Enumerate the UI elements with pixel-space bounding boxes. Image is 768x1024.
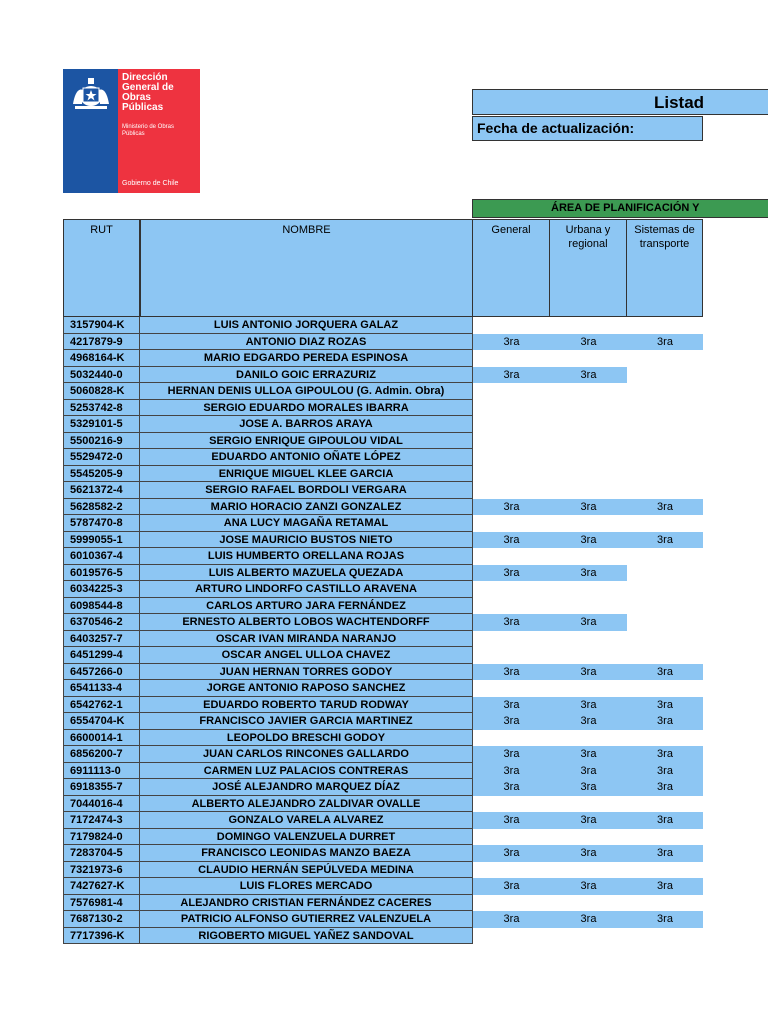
rut-cell: 7172474-3 <box>63 812 140 829</box>
name-cell: JOSÉ ALEJANDRO MARQUEZ DÍAZ <box>140 779 473 796</box>
general-cell: 3ra <box>473 911 550 928</box>
rut-cell: 5529472-0 <box>63 449 140 466</box>
sistemas-cell <box>627 928 703 945</box>
sistemas-cell <box>627 400 703 417</box>
urbana-cell: 3ra <box>550 367 627 384</box>
sistemas-cell <box>627 862 703 879</box>
rut-cell: 5253742-8 <box>63 400 140 417</box>
column-header-rut: RUT <box>63 219 140 317</box>
name-cell: EDUARDO ROBERTO TARUD RODWAY <box>140 697 473 714</box>
sistemas-cell <box>627 433 703 450</box>
name-cell: ALEJANDRO CRISTIAN FERNÁNDEZ CACERES <box>140 895 473 912</box>
rut-cell: 5999055-1 <box>63 532 140 549</box>
sistemas-cell <box>627 383 703 400</box>
rut-cell: 6911113-0 <box>63 763 140 780</box>
name-cell: JORGE ANTONIO RAPOSO SANCHEZ <box>140 680 473 697</box>
urbana-cell: 3ra <box>550 812 627 829</box>
rut-cell: 3157904-K <box>63 317 140 334</box>
rut-cell: 6554704-K <box>63 713 140 730</box>
logo-red-panel <box>118 69 200 193</box>
sistemas-cell: 3ra <box>627 845 703 862</box>
name-cell: ARTURO LINDORFO CASTILLO ARAVENA <box>140 581 473 598</box>
general-cell <box>473 350 550 367</box>
general-cell <box>473 796 550 813</box>
name-cell: JOSE A. BARROS ARAYA <box>140 416 473 433</box>
sistemas-cell: 3ra <box>627 532 703 549</box>
sistemas-cell <box>627 565 703 582</box>
general-cell: 3ra <box>473 697 550 714</box>
sistemas-cell <box>627 647 703 664</box>
rut-cell: 5329101-5 <box>63 416 140 433</box>
sistemas-cell <box>627 680 703 697</box>
urbana-cell <box>550 515 627 532</box>
rut-cell: 4968164-K <box>63 350 140 367</box>
sistemas-cell: 3ra <box>627 499 703 516</box>
area-header-bar <box>472 199 768 218</box>
rut-cell: 6918355-7 <box>63 779 140 796</box>
name-cell: HERNAN DENIS ULLOA GIPOULOU (G. Admin. Obra) <box>140 383 473 400</box>
sistemas-cell <box>627 548 703 565</box>
name-cell: MARIO HORACIO ZANZI GONZALEZ <box>140 499 473 516</box>
urbana-cell <box>550 895 627 912</box>
column-header-nombre: NOMBRE <box>140 219 473 317</box>
name-cell: SERGIO EDUARDO MORALES IBARRA <box>140 400 473 417</box>
name-cell: ERNESTO ALBERTO LOBOS WACHTENDORFF <box>140 614 473 631</box>
rut-cell: 6010367-4 <box>63 548 140 565</box>
rut-cell: 7687130-2 <box>63 911 140 928</box>
urbana-cell: 3ra <box>550 664 627 681</box>
name-cell: OSCAR IVAN MIRANDA NARANJO <box>140 631 473 648</box>
name-cell: CARLOS ARTURO JARA FERNÁNDEZ <box>140 598 473 615</box>
sistemas-cell <box>627 515 703 532</box>
general-cell <box>473 928 550 945</box>
name-cell: CLAUDIO HERNÁN SEPÚLVEDA MEDINA <box>140 862 473 879</box>
name-cell: LUIS FLORES MERCADO <box>140 878 473 895</box>
general-cell: 3ra <box>473 746 550 763</box>
sistemas-cell <box>627 796 703 813</box>
urbana-cell: 3ra <box>550 532 627 549</box>
name-cell: JUAN CARLOS RINCONES GALLARDO <box>140 746 473 763</box>
urbana-cell: 3ra <box>550 614 627 631</box>
general-cell <box>473 895 550 912</box>
rut-cell: 7576981-4 <box>63 895 140 912</box>
sistemas-cell <box>627 416 703 433</box>
general-cell <box>473 433 550 450</box>
sistemas-cell: 3ra <box>627 334 703 351</box>
urbana-cell <box>550 829 627 846</box>
name-cell: SERGIO RAFAEL BORDOLI VERGARA <box>140 482 473 499</box>
general-cell: 3ra <box>473 779 550 796</box>
name-cell: CARMEN LUZ PALACIOS CONTRERAS <box>140 763 473 780</box>
general-cell <box>473 482 550 499</box>
sistemas-cell: 3ra <box>627 812 703 829</box>
column-header-general: General <box>473 219 550 317</box>
rut-cell: 5787470-8 <box>63 515 140 532</box>
sistemas-cell: 3ra <box>627 763 703 780</box>
rut-cell: 5545205-9 <box>63 466 140 483</box>
name-cell: GONZALO VARELA ALVAREZ <box>140 812 473 829</box>
urbana-cell <box>550 581 627 598</box>
name-cell: DOMINGO VALENZUELA DURRET <box>140 829 473 846</box>
general-cell <box>473 680 550 697</box>
general-cell <box>473 383 550 400</box>
rut-cell: 6856200-7 <box>63 746 140 763</box>
sistemas-cell <box>627 895 703 912</box>
general-cell <box>473 449 550 466</box>
urbana-cell: 3ra <box>550 845 627 862</box>
rut-cell: 6541133-4 <box>63 680 140 697</box>
urbana-cell <box>550 383 627 400</box>
update-date-label: Fecha de actualización: <box>477 120 635 136</box>
sistemas-cell: 3ra <box>627 664 703 681</box>
urbana-cell <box>550 482 627 499</box>
urbana-cell <box>550 631 627 648</box>
logo-subtitle: Ministerio de Obras Públicas <box>122 124 175 137</box>
urbana-cell: 3ra <box>550 779 627 796</box>
name-cell: ANA LUCY MAGAÑA RETAMAL <box>140 515 473 532</box>
rut-cell: 5032440-0 <box>63 367 140 384</box>
sistemas-cell <box>627 829 703 846</box>
general-cell: 3ra <box>473 713 550 730</box>
general-cell <box>473 515 550 532</box>
name-cell: ANTONIO DIAZ ROZAS <box>140 334 473 351</box>
general-cell: 3ra <box>473 878 550 895</box>
document-title-bar <box>472 89 768 115</box>
name-cell: JOSE MAURICIO BUSTOS NIETO <box>140 532 473 549</box>
urbana-cell <box>550 416 627 433</box>
name-cell: JUAN HERNAN TORRES GODOY <box>140 664 473 681</box>
rut-cell: 6403257-7 <box>63 631 140 648</box>
urbana-cell: 3ra <box>550 565 627 582</box>
name-cell: FRANCISCO JAVIER GARCIA MARTINEZ <box>140 713 473 730</box>
name-cell: LUIS ANTONIO JORQUERA GALAZ <box>140 317 473 334</box>
urbana-cell: 3ra <box>550 746 627 763</box>
sistemas-cell <box>627 482 703 499</box>
urbana-cell <box>550 466 627 483</box>
rut-cell: 5621372-4 <box>63 482 140 499</box>
logo-title: Dirección General de Obras Públicas <box>122 72 174 113</box>
rut-cell: 5500216-9 <box>63 433 140 450</box>
rut-cell: 5628582-2 <box>63 499 140 516</box>
sistemas-cell <box>627 614 703 631</box>
urbana-cell: 3ra <box>550 334 627 351</box>
urbana-cell: 3ra <box>550 763 627 780</box>
column-header-sistemas: Sistemas de transporte <box>627 219 703 317</box>
sistemas-cell: 3ra <box>627 713 703 730</box>
sistemas-cell <box>627 581 703 598</box>
general-cell: 3ra <box>473 845 550 862</box>
general-cell <box>473 862 550 879</box>
rut-cell: 7179824-0 <box>63 829 140 846</box>
column-header-urbana: Urbana y regional <box>550 219 627 317</box>
dgop-logo <box>63 69 200 193</box>
general-cell <box>473 829 550 846</box>
urbana-cell <box>550 647 627 664</box>
urbana-cell <box>550 928 627 945</box>
general-cell: 3ra <box>473 532 550 549</box>
urbana-cell: 3ra <box>550 697 627 714</box>
urbana-cell <box>550 680 627 697</box>
general-cell: 3ra <box>473 763 550 780</box>
name-cell: SERGIO ENRIQUE GIPOULOU VIDAL <box>140 433 473 450</box>
sistemas-cell: 3ra <box>627 911 703 928</box>
name-cell: EDUARDO ANTONIO OÑATE LÓPEZ <box>140 449 473 466</box>
rut-cell: 6451299-4 <box>63 647 140 664</box>
rut-cell: 7427627-K <box>63 878 140 895</box>
chile-coat-of-arms-icon <box>69 74 113 112</box>
rut-cell: 6370546-2 <box>63 614 140 631</box>
urbana-cell <box>550 449 627 466</box>
general-cell: 3ra <box>473 367 550 384</box>
rut-cell: 6457266-0 <box>63 664 140 681</box>
rut-cell: 4217879-9 <box>63 334 140 351</box>
general-cell <box>473 647 550 664</box>
rut-cell: 6098544-8 <box>63 598 140 615</box>
sistemas-cell: 3ra <box>627 878 703 895</box>
urbana-cell <box>550 350 627 367</box>
logo-blue-panel <box>63 69 118 193</box>
rut-cell: 7283704-5 <box>63 845 140 862</box>
urbana-cell <box>550 400 627 417</box>
general-cell <box>473 400 550 417</box>
urbana-cell <box>550 862 627 879</box>
general-cell <box>473 598 550 615</box>
name-cell: LUIS ALBERTO MAZUELA QUEZADA <box>140 565 473 582</box>
urbana-cell: 3ra <box>550 499 627 516</box>
sistemas-cell <box>627 449 703 466</box>
general-cell <box>473 466 550 483</box>
rut-cell: 7044016-4 <box>63 796 140 813</box>
name-cell: LEOPOLDO BRESCHI GODOY <box>140 730 473 747</box>
urbana-cell: 3ra <box>550 713 627 730</box>
general-cell <box>473 581 550 598</box>
document-title: Listad <box>654 93 705 112</box>
urbana-cell: 3ra <box>550 911 627 928</box>
sistemas-cell: 3ra <box>627 697 703 714</box>
rut-cell: 6019576-5 <box>63 565 140 582</box>
general-cell: 3ra <box>473 614 550 631</box>
urbana-cell <box>550 548 627 565</box>
sistemas-cell <box>627 631 703 648</box>
name-cell: RIGOBERTO MIGUEL YAÑEZ SANDOVAL <box>140 928 473 945</box>
sistemas-cell: 3ra <box>627 746 703 763</box>
rut-cell: 6542762-1 <box>63 697 140 714</box>
general-cell: 3ra <box>473 334 550 351</box>
name-cell: DANILO GOIC ERRAZURIZ <box>140 367 473 384</box>
name-cell: LUIS HUMBERTO ORELLANA ROJAS <box>140 548 473 565</box>
urbana-cell <box>550 433 627 450</box>
name-cell: OSCAR ANGEL ULLOA CHAVEZ <box>140 647 473 664</box>
general-cell <box>473 416 550 433</box>
sistemas-cell <box>627 367 703 384</box>
urbana-cell <box>550 730 627 747</box>
name-cell: ENRIQUE MIGUEL KLEE GARCIA <box>140 466 473 483</box>
rut-cell: 5060828-K <box>63 383 140 400</box>
sistemas-cell <box>627 598 703 615</box>
name-cell: ALBERTO ALEJANDRO ZALDIVAR OVALLE <box>140 796 473 813</box>
urbana-cell <box>550 598 627 615</box>
urbana-cell <box>550 796 627 813</box>
rut-cell: 7717396-K <box>63 928 140 945</box>
general-cell: 3ra <box>473 664 550 681</box>
general-cell: 3ra <box>473 499 550 516</box>
update-date-bar <box>472 116 703 141</box>
logo-government: Gobierno de Chile <box>122 180 179 187</box>
name-cell: PATRICIO ALFONSO GUTIERREZ VALENZUELA <box>140 911 473 928</box>
urbana-cell <box>550 317 627 334</box>
general-cell <box>473 317 550 334</box>
rut-cell: 6600014-1 <box>63 730 140 747</box>
general-cell: 3ra <box>473 812 550 829</box>
sistemas-cell <box>627 466 703 483</box>
sistemas-cell <box>627 350 703 367</box>
name-cell: MARIO EDGARDO PEREDA ESPINOSA <box>140 350 473 367</box>
name-cell: FRANCISCO LEONIDAS MANZO BAEZA <box>140 845 473 862</box>
area-header-label: ÁREA DE PLANIFICACIÓN Y <box>551 202 700 214</box>
general-cell <box>473 548 550 565</box>
rut-cell: 7321973-6 <box>63 862 140 879</box>
rut-cell: 6034225-3 <box>63 581 140 598</box>
general-cell: 3ra <box>473 565 550 582</box>
sistemas-cell <box>627 730 703 747</box>
urbana-cell: 3ra <box>550 878 627 895</box>
sistemas-cell: 3ra <box>627 779 703 796</box>
general-cell <box>473 631 550 648</box>
general-cell <box>473 730 550 747</box>
sistemas-cell <box>627 317 703 334</box>
